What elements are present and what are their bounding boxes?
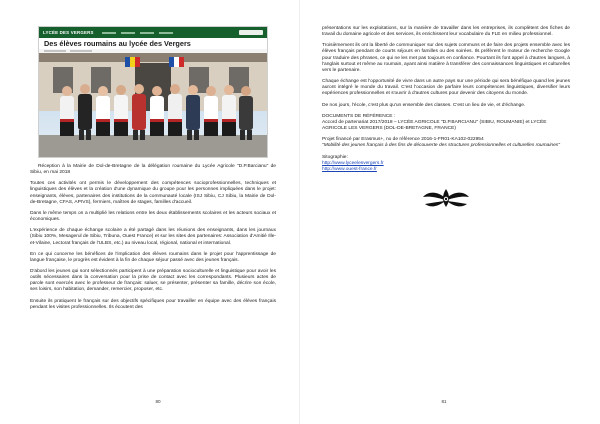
link-lyceelesvergers[interactable]: http://www.lyceelesvergers.fr (322, 160, 384, 166)
paragraph: Dans le même temps on a multiplié les relations entre les deux établissements scolaires et les acteurs sociaux et économiques. (30, 210, 276, 223)
link-ouest-france[interactable]: http://www.ouest-france.fr (322, 167, 377, 173)
figure-caption: Réception à la Mairie de Dol-de-Bretagne de la délégation roumaine du Lycée Agricole "D.P.Barcianu" de Sibiu, en mai 2018 (30, 164, 276, 176)
paragraph: Troisièmement ils ont la liberté de communiquer sur des sujets communs et de faire des projets ensemble avec les élèves français pendant de courts séjours en familles ou des soirées. Ils préfèrent le moteur de recherche Google pour traduire des phrases, ce qui ne les met pas toujours en confiance. Pourtant ils font appel à d'autres langues, à l'anglais surtout et même au roumain, ayant ainsi matière à transférer des connaissances linguistiques et culturelles vers le partenaire. (322, 43, 570, 73)
site-nav (102, 32, 173, 34)
paragraph: Ensuite ils pratiquent le français sur des objectifs spécifiques pour travailler en équipe avec des élèves français pendant les visites professionnelles. Ils écoutent des (30, 298, 276, 310)
article-title: Des élèves roumains au lycée des Vergers (39, 38, 267, 49)
site-logo: LYCÉE DES VERGERS (43, 30, 94, 35)
paragraph: D'abord les jeunes qui sont sélectionnés participent à une préparation socioculturelle et linguistique pour avoir les outils nécessaires dans la conversation pour la prise de contact avec les correspondants. Plusieurs actes de parole sont exercés avec le professeur de français: saluer, se présenter, présenter sa famille, décrire son école, ses loisirs, son habitation, demander, remercier, proposer, etc. (30, 269, 276, 293)
sitography-label: Sitographie: (322, 154, 348, 160)
site-header-bar (39, 27, 267, 38)
page-number: 81 (441, 399, 447, 404)
paragraph: De nos jours, l'école, c'est plus qu'un ensemble des classes. C'est un lieu de vie, et d'échange. (322, 102, 526, 108)
paragraph: présentations sur les exploitations, sur la manière de travailler dans les entreprises, ils complètent des fiches de travail du domaine agricole et des services, ils enrichissent leur vocabulaire du FLE en milieu professionnel. (322, 26, 570, 38)
paragraph: L'expérience de chaque échange scolaire a été partagé dans les réunions des enseignants, dans les journaux (Sibiu 100%, Mesagerul de Sibiu, Tribuna, Ouest France) et sur les sites des partenaires: Association d'Amitié Ille-et-Vilaine, Lectorat français de l'ULBS, etc.) au niveau local, régional, national et international. (30, 228, 276, 246)
site-search-box (239, 30, 263, 35)
references-heading: DOCUMENTS DE RÉFÉRENCE : (322, 113, 396, 119)
page-number: 80 (155, 399, 161, 404)
website-screenshot-figure (38, 26, 268, 158)
sitography-links (322, 161, 570, 174)
paragraph: Toutes ces activités ont permis le développement des compétences socioprofessionnelles, techniques et linguistiques des élèves et la création d'une dynamique du groupe pour les personnes impliquées dans le projet: enseignants, élèves, partenaires des institutions de la communauté locale (ISJ Sibiu, CJ Sibiu, la Mairie de Dol-de-Bretagne, CFAS, APIVS), fermiers, maîtres de stages, familles d'accueil. (30, 181, 276, 205)
paragraph: En ce qui concerne les bénéfices de l'implication des élèves roumains dans le projet pour l'apprentissage de langue française, le progrès est évident à la fin de chaque séjour passé avec des jeunes français. (30, 251, 276, 263)
reference-project: Projet financé par Erasmus+, no de référence 2016-1-FR01-KA102-022954 (322, 137, 484, 143)
reference-agreement: Accord de partenariat 2017/2018 – LYCÉE AGRICOLE "D.P.BARCIANU" (SIBIU, ROUMANIE) et LYCÉE AGRICOLE LES VERGERS (DOL-DE-BRETAGNE, FRANCE) (322, 119, 547, 131)
paragraph: Chaque échange est l'opportunité de vivre dans un autre pays sur une période qui sera bénéfique quand les jeunes auront intégré le monde du travail. C'est l'occasion de parfaire leurs compétences linguistiques, diversifier leurs expériences professionnelles et s'ouvrir à d'autres cultures pour devenir des citoyens du monde. (322, 79, 570, 97)
group-photo-icon (39, 53, 267, 157)
page-right (300, 0, 600, 424)
floral-ornament-icon (420, 185, 472, 211)
reference-project-title: "Mobilité des jeunes français à des fins de découverte des structures professionnelles et culturelles roumaines" (322, 143, 560, 149)
references-section (322, 114, 570, 174)
